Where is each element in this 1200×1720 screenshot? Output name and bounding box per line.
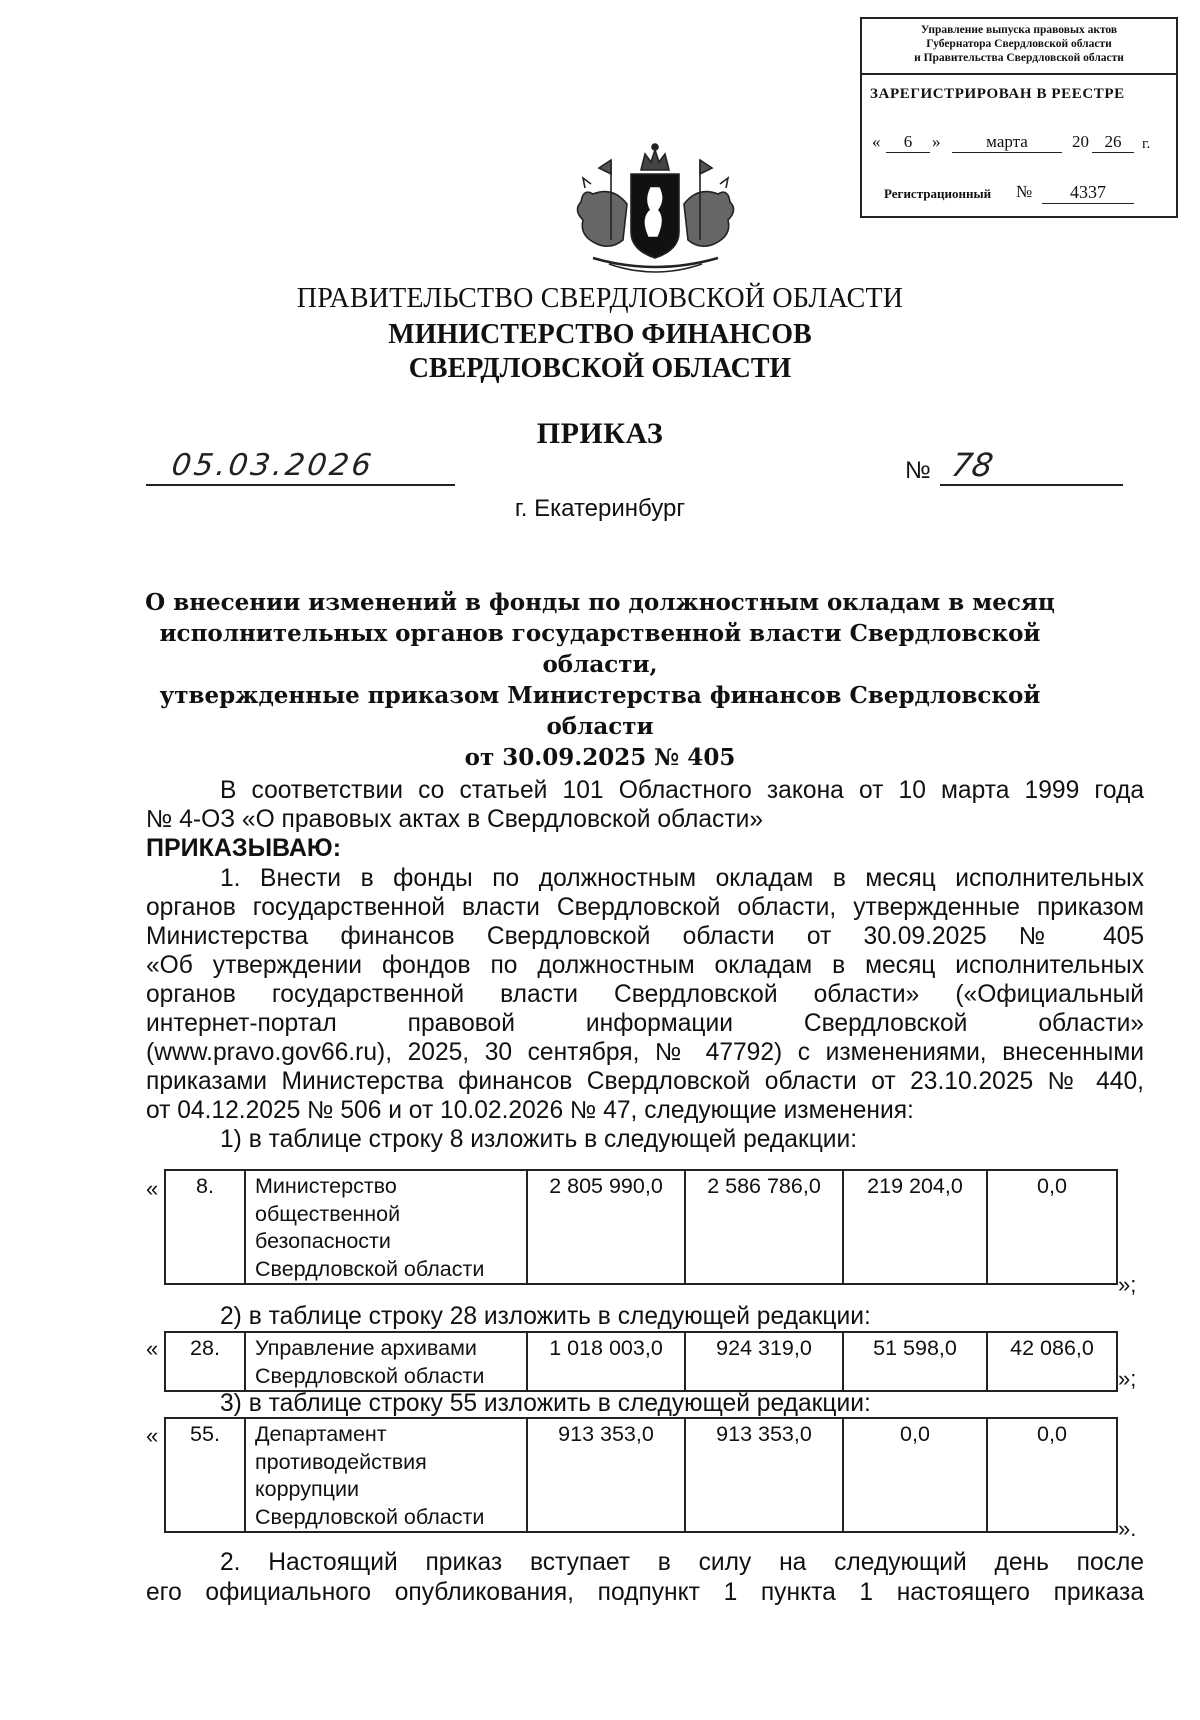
body-line: «Об утверждении фондов по должностным окладам в месяц исполнительных bbox=[146, 952, 1144, 979]
row-value: 0,0 bbox=[987, 1418, 1117, 1532]
body-line: (www.pravo.gov66.ru), 2025, 30 сентября, № 47792) с изменениями, внесенными bbox=[146, 1039, 1144, 1066]
stamp-quote-open: « bbox=[872, 132, 881, 151]
stamp-day: 6 bbox=[886, 132, 930, 153]
row-name-line: Департамент bbox=[255, 1422, 387, 1446]
title-line: исполнительных органов государственной власти Свердловской области, bbox=[159, 620, 1041, 678]
body-line: органов государственной власти Свердловской области, утвержденные приказом bbox=[146, 894, 1144, 921]
row-name-line: Свердловской области bbox=[255, 1504, 485, 1529]
stamp-month: марта bbox=[952, 132, 1062, 153]
stamp-registered: ЗАРЕГИСТРИРОВАН В РЕЕСТРЕ bbox=[870, 86, 1125, 102]
number-sign: № bbox=[905, 457, 931, 484]
stamp-num-sign: № bbox=[1016, 182, 1033, 201]
stamp-quote-close: » bbox=[932, 132, 941, 151]
body-line: Министерства финансов Свердловской области от 30.09.2025 № 405 bbox=[146, 923, 1144, 950]
row-name-line: противодействия bbox=[255, 1449, 427, 1474]
row-name-line: коррупции bbox=[255, 1477, 360, 1501]
row-name-line: общественной bbox=[255, 1201, 401, 1226]
row-value: 1 018 003,0 bbox=[527, 1332, 685, 1391]
row-value: 219 204,0 bbox=[843, 1170, 987, 1284]
document-type: ПРИКАЗ bbox=[536, 417, 664, 450]
row-value: 51 598,0 bbox=[843, 1332, 987, 1391]
stamp-date bbox=[872, 132, 1172, 156]
title-line: от 30.09.2025 № 405 bbox=[464, 744, 736, 771]
row-name-line: Министерство bbox=[255, 1174, 397, 1198]
document-title bbox=[140, 587, 1060, 773]
row-number: 28. bbox=[165, 1332, 245, 1391]
coat-of-arms-icon bbox=[553, 140, 758, 280]
row-value: 913 353,0 bbox=[685, 1418, 843, 1532]
body-line: 2. Настоящий приказ вступает в силу на следующий день после bbox=[220, 1549, 1144, 1576]
stamp-reg-number bbox=[884, 182, 1164, 206]
quote-close: »; bbox=[1118, 1272, 1137, 1297]
body-line: от 04.12.2025 № 506 и от 10.02.2026 № 47, следующие изменения: bbox=[146, 1097, 914, 1124]
body-line: 1. Внести в фонды по должностным окладам в месяц исполнительных bbox=[220, 865, 1144, 892]
quote-close: ». bbox=[1118, 1516, 1137, 1541]
order-word: ПРИКАЗЫВАЮ: bbox=[146, 834, 342, 862]
row-name-line: Свердловской области bbox=[255, 1363, 485, 1388]
body-line: его официального опубликования, подпункт 1 пункта 1 настоящего приказа bbox=[146, 1579, 1144, 1606]
government-heading: ПРАВИТЕЛЬСТВО СВЕРДЛОВСКОЙ ОБЛАСТИ bbox=[296, 283, 904, 314]
row-value: 2 586 786,0 bbox=[685, 1170, 843, 1284]
row-value: 0,0 bbox=[843, 1418, 987, 1532]
body-line: интернет-портал правовой информации Свердловской области» bbox=[146, 1010, 1144, 1037]
quote-open: « bbox=[146, 1336, 159, 1361]
body-line: В соответствии со статьей 101 Областного закона от 10 марта 1999 года bbox=[220, 777, 1144, 804]
stamp-dept-line: Губернатора Свердловской области bbox=[926, 38, 1112, 50]
stamp-department bbox=[862, 23, 1176, 65]
table-row-28 bbox=[164, 1331, 1118, 1392]
quote-open: « bbox=[146, 1423, 159, 1448]
row-name-line: Свердловской области bbox=[255, 1256, 485, 1281]
row-name-line: Управление архивами bbox=[255, 1336, 477, 1360]
stamp-divider bbox=[862, 73, 1176, 75]
body-line: № 4-ОЗ «О правовых актах в Свердловской области» bbox=[146, 806, 763, 833]
row-value: 42 086,0 bbox=[987, 1332, 1117, 1391]
document-number: 78 bbox=[948, 446, 997, 484]
table-row-8 bbox=[164, 1169, 1118, 1285]
sub-item-1: 1) в таблице строку 8 изложить в следующей редакции: bbox=[220, 1126, 858, 1153]
table-row-55 bbox=[164, 1417, 1118, 1533]
row-value: 913 353,0 bbox=[527, 1418, 685, 1532]
title-line: О внесении изменений в фонды по должностным окладам в месяц bbox=[145, 589, 1055, 616]
body-line: приказами Министерства финансов Свердловской области от 23.10.2025 № 440, bbox=[146, 1068, 1144, 1095]
stamp-dept-line: и Правительства Свердловской области bbox=[914, 52, 1124, 64]
stamp-year-prefix: 20 bbox=[1072, 132, 1089, 151]
registration-stamp bbox=[860, 17, 1178, 218]
row-value: 924 319,0 bbox=[685, 1332, 843, 1391]
stamp-dept-line: Управление выпуска правовых актов bbox=[920, 24, 1118, 36]
quote-open: « bbox=[146, 1176, 159, 1201]
region-heading: СВЕРДЛОВСКОЙ ОБЛАСТИ bbox=[408, 353, 792, 384]
city: г. Екатеринбург bbox=[514, 495, 686, 522]
row-name bbox=[245, 1170, 527, 1284]
body-line: органов государственной власти Свердловской области» («Официальный bbox=[146, 981, 1144, 1008]
ministry-heading: МИНИСТЕРСТВО ФИНАНСОВ bbox=[388, 319, 812, 350]
title-line: утвержденные приказом Министерства финансов Свердловской области bbox=[159, 682, 1041, 740]
document-date: 05.03.2026 bbox=[169, 448, 377, 483]
sub-item-2: 2) в таблице строку 28 изложить в следующей редакции: bbox=[220, 1303, 871, 1330]
stamp-reg-value: 4337 bbox=[1042, 182, 1134, 204]
sub-item-3: 3) в таблице строку 55 изложить в следующей редакции: bbox=[220, 1390, 871, 1417]
stamp-year-suffix: 26 bbox=[1092, 132, 1134, 153]
row-number: 8. bbox=[165, 1170, 245, 1284]
row-name bbox=[245, 1332, 527, 1391]
row-value: 0,0 bbox=[987, 1170, 1117, 1284]
row-name-line: безопасности bbox=[255, 1229, 391, 1253]
row-value: 2 805 990,0 bbox=[527, 1170, 685, 1284]
quote-close: »; bbox=[1118, 1366, 1137, 1391]
date-underline bbox=[146, 484, 455, 486]
row-number: 55. bbox=[165, 1418, 245, 1532]
row-name bbox=[245, 1418, 527, 1532]
number-underline bbox=[940, 484, 1123, 486]
stamp-year-abbr: г. bbox=[1142, 136, 1151, 152]
stamp-reg-label: Регистрационный bbox=[884, 186, 992, 201]
